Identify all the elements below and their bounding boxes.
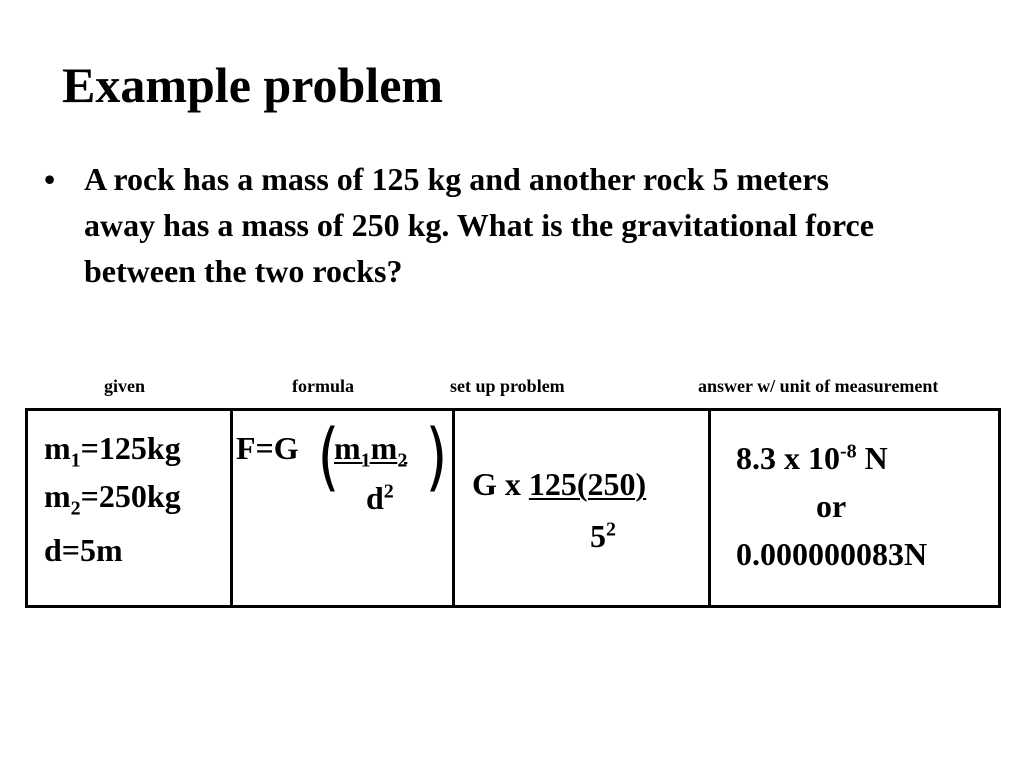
given-m1: $m_1=125kg$ xyxy=(44,430,181,472)
problem-text: A rock has a mass of 125 kg and another rock 5 meters away has a mass of 250 kg. What is the gravitational force between the two rocks? xyxy=(84,161,874,289)
formula-open-paren: ( xyxy=(317,414,340,500)
setup-denominator: $5^2$ xyxy=(590,518,616,554)
answer-decimal: 0.000000083N xyxy=(736,536,928,572)
formula-close-paren: ) xyxy=(425,414,448,500)
column-divider xyxy=(708,411,711,605)
column-header-formula: formula xyxy=(292,376,354,396)
setup-expression: G x 125(250) xyxy=(472,466,647,502)
column-divider xyxy=(230,411,233,605)
column-header-setup: set up problem xyxy=(450,376,565,396)
formula-prefix: F=G xyxy=(236,430,299,466)
answer-scientific: 8.3 x $10^{-8}$ N xyxy=(736,440,888,476)
given-distance: d=5m xyxy=(44,532,123,568)
column-divider xyxy=(452,411,455,605)
slide-title: Example problem xyxy=(62,57,444,113)
bullet-marker: • xyxy=(44,161,56,197)
problem-statement xyxy=(44,156,904,294)
given-m2: $m_2=250kg$ xyxy=(44,478,181,520)
column-header-answer: answer w/ unit of measurement xyxy=(698,376,939,396)
formula-denominator: $d^2$ xyxy=(366,480,394,516)
answer-or: or xyxy=(816,488,847,524)
formula-numerator: $m_1m_2$ xyxy=(334,430,408,472)
column-header-given: given xyxy=(104,376,146,396)
